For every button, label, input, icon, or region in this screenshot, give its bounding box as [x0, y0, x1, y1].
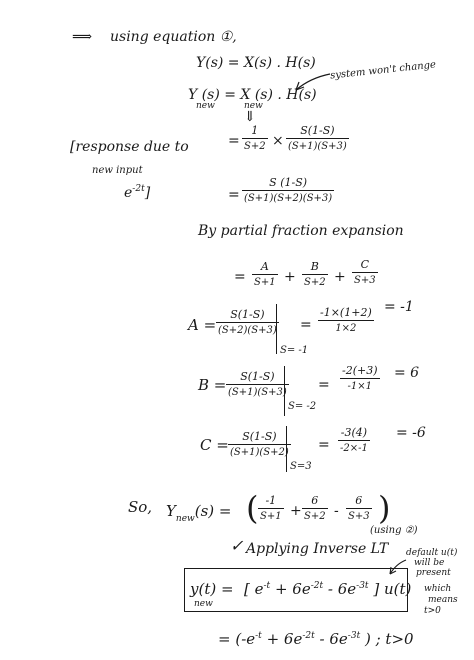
- b-label: B =: [198, 376, 227, 394]
- side-note-line-3: [124, 186, 150, 200]
- eq1-f2-denominator: (S+1)(S+3): [286, 138, 349, 152]
- c-label: C =: [200, 436, 229, 454]
- eq1-equals: =: [228, 133, 240, 149]
- final-e1: = (-e: [218, 630, 256, 648]
- a-label: A =: [188, 316, 217, 334]
- eq3-c-numerator: C: [360, 258, 369, 271]
- ynew-f1-denominator: S+1: [258, 508, 284, 522]
- ynew-minus: -: [334, 503, 339, 519]
- b-result: = 6: [394, 365, 420, 381]
- box-term-3: - 6e: [327, 580, 357, 598]
- ynew-f2-denominator: S+2: [302, 508, 328, 522]
- side-note-bracket: ]: [144, 185, 151, 201]
- subscript-new-y: new: [196, 101, 215, 111]
- a-eval-bar: [276, 304, 277, 354]
- c-result-numerator: -3(4): [340, 426, 368, 439]
- equation-y-new: Y (s) = X (s) . H(s): [188, 87, 317, 103]
- c-eval-point: S=3: [290, 461, 312, 472]
- annotation-default-line-2: will be: [414, 558, 445, 568]
- eq1-fraction-1: [242, 124, 268, 152]
- eq1-f1-denominator: S+2: [242, 138, 268, 152]
- ynew-subscript: new: [175, 514, 195, 524]
- final-expression: [218, 632, 414, 647]
- box-exp-3: -3t: [356, 581, 369, 591]
- box-e1: [ e: [244, 580, 264, 598]
- side-note-line-2: new input: [92, 165, 143, 176]
- final-term-2: + 6e: [266, 630, 303, 648]
- ynew-f1-numerator: -1: [265, 494, 277, 507]
- eq1-fraction-2: [286, 124, 349, 152]
- eq3-fraction-a: [252, 260, 278, 288]
- b-equals: =: [318, 377, 330, 393]
- b-denominator: (S+1)(S+3): [226, 384, 289, 398]
- box-tail: ] u(t): [373, 580, 412, 598]
- ynew-fraction-2: [302, 494, 328, 522]
- final-term-3: - 6e: [319, 630, 348, 648]
- eq1-f1-numerator: 1: [251, 124, 259, 137]
- a-eval-point: S= -1: [280, 345, 309, 356]
- annotation-which: [424, 584, 458, 617]
- a-result-numerator: -1×(1+2): [320, 306, 372, 319]
- final-exp-3: -3t: [347, 631, 361, 641]
- final-exp-1: -t: [255, 631, 262, 641]
- b-eval-bar: [284, 366, 285, 416]
- c-result: = -6: [396, 425, 426, 441]
- annotation-which-line-3: t>0: [424, 606, 441, 616]
- ynew-f2-numerator: 6: [311, 494, 319, 507]
- eq2-numerator: S (1-S): [269, 176, 308, 189]
- box-subscript: new: [194, 599, 213, 609]
- eq3-a-numerator: A: [260, 260, 269, 273]
- equation-y-of-s: Y(s) = X(s) . H(s): [196, 55, 316, 71]
- box-expression: [244, 582, 411, 597]
- a-result: = -1: [384, 299, 414, 315]
- annotation-default: [406, 548, 457, 578]
- final-tail: ) ; t>0: [364, 630, 414, 648]
- eq3-plus-2: +: [334, 269, 346, 285]
- b-result-denominator: -1×1: [340, 378, 380, 392]
- eq3-fraction-c: [352, 258, 378, 286]
- a-fraction: [216, 308, 279, 336]
- a-denominator: (S+2)(S+3): [216, 322, 279, 336]
- annotation-default-line-3: present: [416, 568, 451, 578]
- box-exp-2: -2t: [310, 581, 324, 591]
- using-note: (using ②): [370, 525, 418, 536]
- subscript-new-x: new: [244, 101, 263, 111]
- eq3-equals: =: [234, 269, 246, 285]
- eq3-a-denominator: S+1: [252, 274, 278, 288]
- eq2-denominator: (S+1)(S+2)(S+3): [242, 190, 334, 204]
- eq2-equals: =: [228, 187, 240, 203]
- b-eval-point: S= -2: [288, 401, 317, 412]
- a-result-denominator: 1×2: [318, 320, 374, 334]
- side-note-base: e: [124, 185, 133, 201]
- c-result-denominator: -2×-1: [338, 440, 370, 454]
- annotation-which-line-2: means: [428, 595, 458, 605]
- arrow-symbol: ⟹: [72, 29, 93, 45]
- ynew-f3-denominator: S+3: [346, 508, 372, 522]
- check-mark: ✓: [230, 536, 244, 555]
- ynew-lhs: [166, 502, 232, 524]
- box-exp-1: -t: [263, 581, 271, 591]
- annotation-system: system won't change: [329, 59, 437, 82]
- eq1-times: ×: [272, 133, 284, 149]
- annotation-default-line-1: default u(t): [406, 548, 458, 558]
- ynew-plus: +: [290, 503, 302, 519]
- ynew-rest: (s) =: [194, 502, 232, 520]
- eq3-b-numerator: B: [310, 260, 319, 273]
- c-eval-bar: [286, 426, 287, 472]
- c-result-fraction: [338, 426, 370, 454]
- c-equals: =: [318, 437, 330, 453]
- b-fraction: [226, 370, 289, 398]
- c-denominator: (S+1)(S+2): [228, 444, 291, 458]
- eq1-f2-numerator: S(1-S): [300, 124, 335, 137]
- a-numerator: S(1-S): [230, 308, 265, 321]
- ynew-fraction-3: [346, 494, 372, 522]
- ynew-fraction-1: [258, 494, 284, 522]
- c-fraction: [228, 430, 291, 458]
- intro-text: using equation ①,: [110, 29, 237, 45]
- eq3-c-denominator: S+3: [352, 272, 378, 286]
- applying-inverse-lt: Applying Inverse LT: [246, 541, 389, 557]
- box-lhs: y(t) =: [190, 580, 234, 598]
- ynew-f3-numerator: 6: [355, 494, 363, 507]
- partial-fraction-heading: By partial fraction expansion: [198, 223, 404, 239]
- ynew-close-paren: ): [378, 489, 391, 527]
- a-result-fraction: [318, 306, 374, 334]
- annotation-which-line-1: which: [424, 584, 452, 594]
- b-result-numerator: -2(+3): [342, 364, 378, 377]
- box-term-2: + 6e: [274, 580, 311, 598]
- c-numerator: S(1-S): [242, 430, 277, 443]
- a-equals: =: [300, 317, 312, 333]
- ynew-open-paren: (: [246, 489, 259, 527]
- eq3-fraction-b: [302, 260, 328, 288]
- ynew-y: Y: [166, 502, 176, 520]
- side-note-exponent: -2t: [132, 184, 145, 194]
- eq3-plus-1: +: [284, 269, 296, 285]
- annotation-arrow: [290, 70, 334, 96]
- so-text: So,: [128, 498, 153, 516]
- b-numerator: S(1-S): [240, 370, 275, 383]
- final-exp-2: -2t: [302, 631, 315, 641]
- side-note-line-1: [response due to: [70, 139, 189, 155]
- eq2-fraction: [242, 176, 334, 204]
- eq3-b-denominator: S+2: [302, 274, 328, 288]
- down-arrow: ⇓: [244, 109, 256, 125]
- b-result-fraction: [340, 364, 380, 392]
